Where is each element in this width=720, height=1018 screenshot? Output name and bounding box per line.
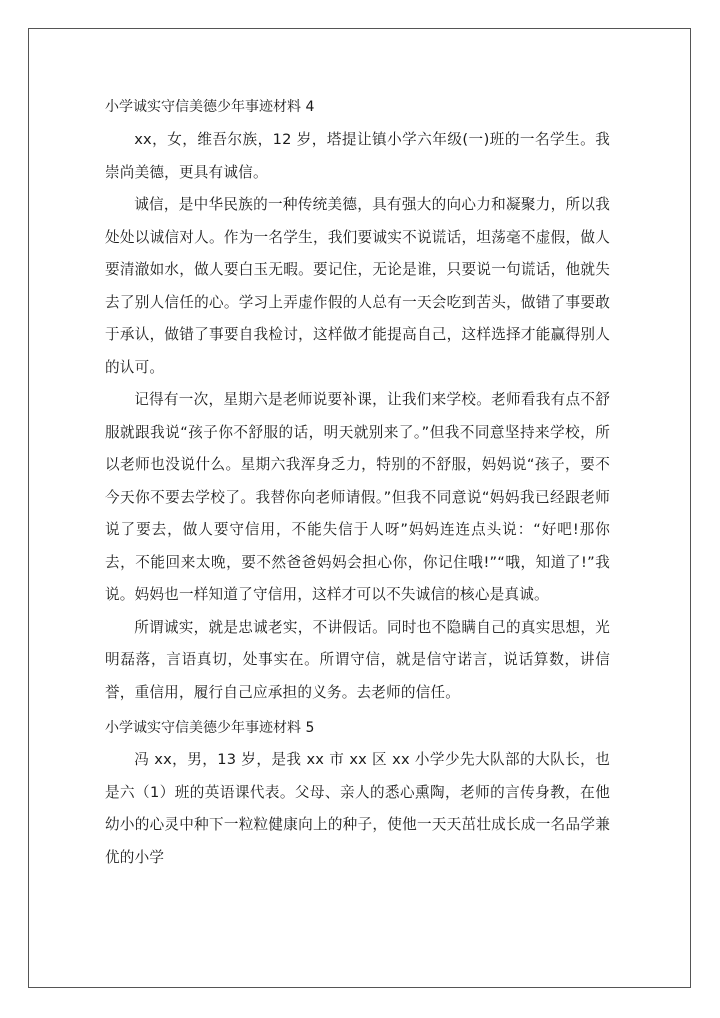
paragraph-feng: 冯 xx，男，13 岁，是我 xx 市 xx 区 xx 小学少先大队部的大队长，也是六（1）班的英语课代表。父母、亲人的悉心熏陶，老师的言传身教，在他幼小的心灵中种下一粒粒健康向上的种子，使他一天天茁壮成长成一名品学兼优的小学 xyxy=(105,751,610,866)
paragraph-definition: 所谓诚实，就是忠诚老实，不讲假话。同时也不隐瞒自己的真实思想，光明磊落，言语真切，处事实在。所谓守信，就是信守诺言，说话算数，讲信誉，重信用，履行自己应承担的义务。去老师的信任。 xyxy=(105,618,610,701)
section-heading-4: 小学诚实守信美德少年事迹材料 4 xyxy=(105,99,315,115)
document-body xyxy=(105,92,610,874)
paragraph-honesty: 诚信，是中华民族的一种传统美德，具有强大的向心力和凝聚力，所以我处处以诚信对人。作为一名学生，我们要诚实不说谎话，坦荡毫不虚假，做人要清澈如水，做人要白玉无暇。要记住，无论是谁，只要说一句谎话，他就失去了别人信任的心。学习上弄虚作假的人总有一天会吃到苦头，做错了事要敢于承认，做错了事要自我检讨，这样做才能提高自己，这样选择才能赢得别人的认可。 xyxy=(105,196,610,376)
paragraph-story: 记得有一次，星期六是老师说要补课，让我们来学校。老师看我有点不舒服就跟我说“孩子你不舒服的话，明天就别来了。”但我不同意坚持来学校，所以老师也没说什么。星期六我浑身乏力，特别的不舒服，妈妈说“孩子，要不今天你不要去学校了。我替你向老师请假。”但我不同意说“妈妈我已经跟老师说了要去，做人要守信用，不能失信于人呀”妈妈连连点头说：“好吧!那你去，不能回来太晚，要不然爸爸妈妈会担心你，你记住哦!”“哦，知道了!”我说。妈妈也一样知道了守信用，这样才可以不失诚信的核心是真诚。 xyxy=(105,391,610,603)
paragraph-intro: xx，女，维吾尔族，12 岁，塔提让镇小学六年级(一)班的一名学生。我崇尚美德，更具有诚信。 xyxy=(105,131,610,181)
section-heading-5: 小学诚实守信美德少年事迹材料 5 xyxy=(105,720,315,736)
